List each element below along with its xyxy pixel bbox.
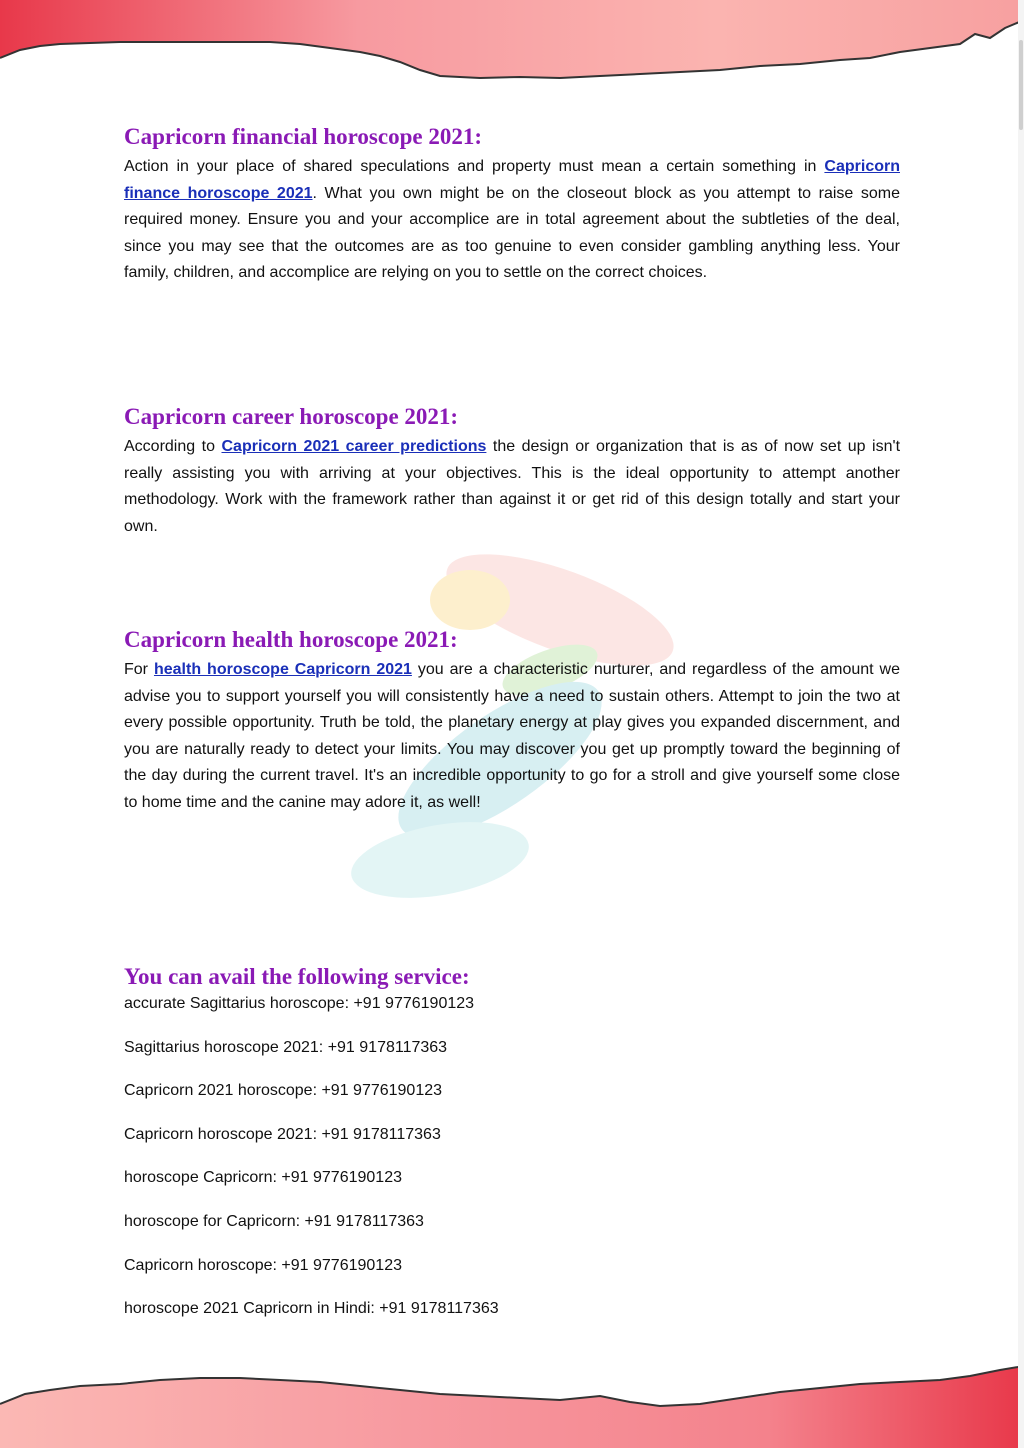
service-item: Sagittarius horoscope 2021: +91 9178117363 [124,1038,448,1056]
section-text: Action in your place of shared speculations and property must mean a certain something in Capricorn finance horoscope 2021. What you own might be on the closeout block as you attempt to raise some required money. Ensure you and your accomplice are in total agreement about the subtleties of the deal, since you may see that the outcomes are as too genuine to even consider gambling anything less. Your family, children, and accomplice are relying on you to settle on the correct choices. [124,158,900,282]
service-item: Capricorn horoscope 2021: +91 9178117363 [124,1125,441,1143]
section-health [124,623,900,817]
service-item: accurate Sagittarius horoscope: +91 9776190123 [124,995,475,1012]
section-financial [124,120,900,287]
services-title: You can avail the following service: [124,964,470,989]
career-predictions-link[interactable]: Capricorn 2021 career predictions [221,438,487,455]
section-title: Capricorn health horoscope 2021: [124,627,458,652]
section-career [124,400,900,540]
service-item: Capricorn horoscope: +91 9776190123 [124,1256,402,1274]
section-text: According to Capricorn 2021 career predictions the design or organization that is as of now set up isn't really assisting you with arriving at your objectives. This is the ideal opportunity to attempt another methodology. Work with the framework rather than against it or get rid of this design totally and start your own. [124,438,901,535]
service-item: horoscope for Capricorn: +91 9178117363 [124,1212,424,1230]
service-item: Capricorn 2021 horoscope: +91 9776190123 [124,1082,443,1100]
section-services [124,960,900,1343]
service-item: horoscope Capricorn: +91 9776190123 [124,1169,402,1187]
scrollbar-thumb[interactable] [1019,40,1023,130]
section-text: For health horoscope Capricorn 2021 you are a characteristic nurturer, and regardless of the amount we advise you to support yourself you will consistently have a need to sustain others. Attempt to join the two at every possible opportunity. Truth be told, the planetary energy at play gives you expanded discernment, and you are naturally ready to detect your limits. You may discover you get up promptly toward the beginning of the day during the current travel. It's an incredible opportunity to go for a stroll and give yourself some close to home time and the canine may adore it, as well! [124,661,901,811]
health-horoscope-link[interactable]: health horoscope Capricorn 2021 [153,661,412,678]
finance-horoscope-link[interactable]: Capricorn finance horoscope 2021 [124,158,900,202]
section-title: Capricorn career horoscope 2021: [124,404,459,429]
scrollbar[interactable] [1018,0,1024,1448]
torn-paper-banner-bottom [0,1348,1024,1448]
services-list [124,994,900,1319]
service-item: horoscope 2021 Capricorn in Hindi: +91 9178117363 [124,1300,499,1318]
torn-paper-banner-top [0,0,1024,100]
document-body [124,120,901,1318]
section-title: Capricorn financial horoscope 2021: [124,124,482,149]
